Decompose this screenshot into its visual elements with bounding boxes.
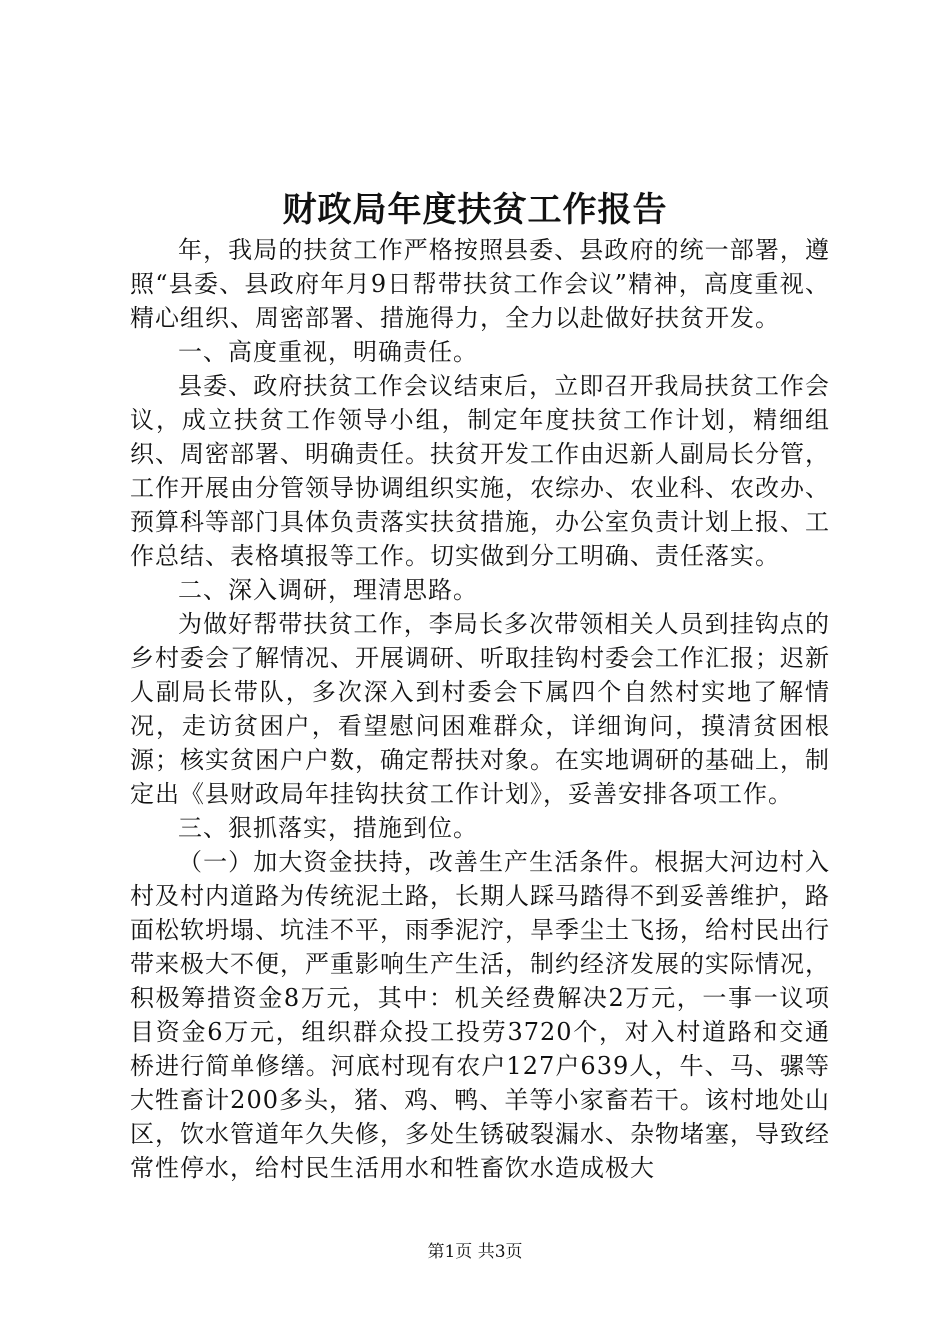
document-title: 财政局年度扶贫工作报告: [282, 190, 668, 230]
section-paragraph-1: 县委、政府扶贫工作会议结束后，立即召开我局扶贫工作会议，成立扶贫工作领导小组，制定年度扶贫工作计划，精细组织、周密部署、明确责任。扶贫开发工作由迟新人副局长分管，工作开展由分管领导协调组织实施，农综办、农业科、农改办、预算科等部门具体负责落实扶贫措施，办公室负责计划上报、工作总结、表格填报等工作。切实做到分工明确、责任落实。: [130, 372, 830, 570]
section-paragraph-2: 为做好帮带扶贫工作，李局长多次带领相关人员到挂钩点的乡村委会了解情况、开展调研、听取挂钩村委会工作汇报；迟新人副局长带队，多次深入到村委会下属四个自然村实地了解情况，走访贫困户，看望慰问困难群众，详细询问，摸清贫困根源；核实贫困户户数，确定帮扶对象。在实地调研的基础上，制定出《县财政局年挂钩扶贫工作计划》，妥善安排各项工作。: [130, 610, 830, 808]
section-paragraph-3: （一）加大资金扶持，改善生产生活条件。根据大河边村入村及村内道路为传统泥土路，长期人踩马踏得不到妥善维护，路面松软坍塌、坑洼不平，雨季泥泞，旱季尘土飞扬，给村民出行带来极大不便，严重影响生产生活，制约经济发展的实际情况，积极筹措资金8万元，其中：机关经费解决2万元，一事一议项目资金6万元，组织群众投工投劳3720个，对入村道路和交通桥进行简单修缮。河底村现有农户127户639人，牛、马、骡等大牲畜计200多头，猪、鸡、鸭、羊等小家畜若干。该村地处山区，饮水管道年久失修，多处生锈破裂漏水、杂物堵塞，导致经常性停水，给村民生活用水和牲畜饮水造成极大: [130, 848, 830, 1182]
document-body: [130, 233, 830, 1185]
section-heading-3: 三、狠抓落实，措施到位。: [178, 814, 478, 842]
section-heading-1: 一、高度重视，明确责任。: [178, 338, 478, 366]
page-footer: 第1页 共3页: [427, 1242, 523, 1262]
section-heading-2: 二、深入调研，理清思路。: [178, 576, 478, 604]
intro-paragraph: 年，我局的扶贫工作严格按照县委、县政府的统一部署，遵照“县委、县政府年月9日帮带扶贫工作会议”精神，高度重视、精心组织、周密部署、措施得力，全力以赴做好扶贫开发。: [130, 236, 830, 332]
